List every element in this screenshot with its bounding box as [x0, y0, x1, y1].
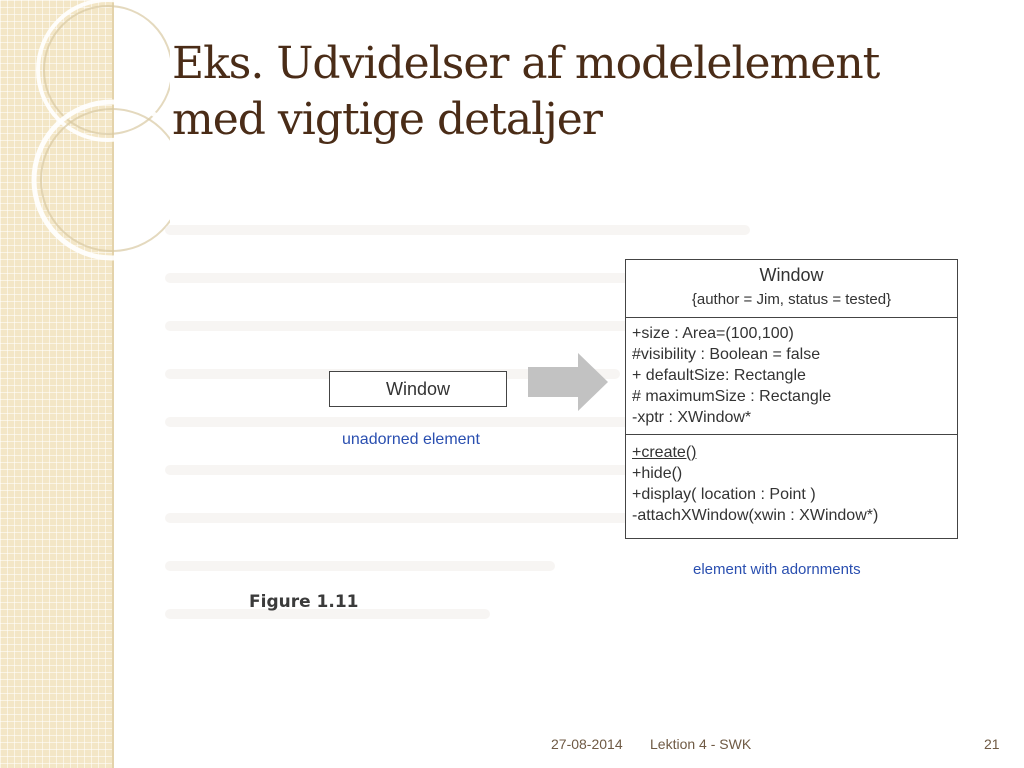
unadorned-caption: unadorned element [342, 431, 480, 448]
figure-label: Figure 1.11 [249, 592, 359, 612]
attribute-row: # maximumSize : Rectangle [632, 388, 832, 405]
attributes-compartment [626, 318, 957, 435]
attribute-row: -xptr : XWindow* [632, 409, 752, 426]
operation-row: +hide() [632, 465, 683, 482]
unadorned-class-box [329, 371, 507, 407]
decorative-rings [0, 0, 170, 270]
arrow-right-icon [528, 353, 608, 411]
attribute-row: +size : Area=(100,100) [632, 325, 794, 342]
class-name: Window [759, 265, 824, 285]
attribute-row: + defaultSize: Rectangle [632, 367, 806, 384]
unadorned-class-name: Window [385, 378, 451, 399]
slide-title [172, 36, 992, 148]
tagged-values: {author = Jim, status = tested} [691, 291, 892, 308]
operation-row: +create() [632, 444, 697, 461]
operations-compartment [626, 435, 957, 526]
operation-row: -attachXWindow(xwin : XWindow*) [632, 507, 879, 524]
title-line-1: Eks. Udvidelser af modelelement [172, 38, 880, 89]
slide-number: 21 [984, 736, 1000, 752]
adorned-class-box [625, 259, 958, 539]
footer-date: 27-08-2014 [551, 736, 623, 752]
operation-row: +display( location : Point ) [632, 486, 816, 503]
adorned-caption: element with adornments [693, 561, 861, 578]
title-line-2: med vigtige detaljer [172, 94, 602, 145]
footer-lecture: Lektion 4 - SWK [650, 736, 752, 752]
class-name-compartment [626, 260, 957, 318]
attribute-row: #visibility : Boolean = false [632, 346, 821, 363]
